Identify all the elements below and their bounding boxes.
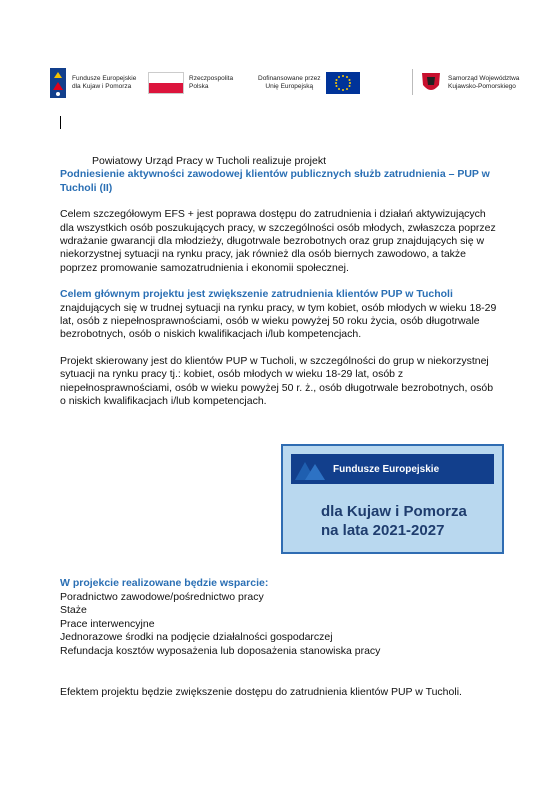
polish-flag-icon (148, 72, 184, 94)
logo-strip (50, 66, 520, 100)
fe-logo-icon (50, 68, 66, 98)
fe-logo (50, 66, 136, 100)
paragraph-effect: Efektem projektu będzie zwiększenie dostępu do zatrudnienia klientów PUP w Tucholi. (60, 685, 462, 698)
document-body (60, 155, 500, 409)
support-heading: W projekcie realizowane będzie wsparcie: (60, 577, 269, 589)
rp-logo (148, 66, 233, 100)
project-title: Podniesienie aktywności zawodowej klientów publicznych służb zatrudnienia – PUP w Tucholi (II) (60, 168, 490, 194)
goal-heading: Celem głównym projektu jest zwiększenie zatrudnienia klientów PUP w Tucholi (60, 288, 453, 301)
paragraph-target: Projekt skierowany jest do klientów PUP w Tucholi, w szczególności do grup w niekorzystnej sytuacji na rynku pracy tj.: kobiet, osób młodych w wieku 18-29 lat, osób z niepełnosprawnościami, osób w wieku powyżej 50 r. ż., osób długotrwale bezrobotnych, osób o niskich kwalifikacjach i/lub kompetencjach. (60, 354, 494, 408)
sw-logo-line2: Kujawsko-Pomorskiego (448, 83, 516, 90)
eu-flag-icon (326, 72, 360, 94)
fe-banner (281, 444, 504, 554)
sw-logo (420, 66, 519, 100)
support-section (60, 577, 500, 699)
fe-logo-line2: dla Kujaw i Pomorza (72, 83, 132, 90)
list-item: Staże (60, 604, 87, 617)
goal-text: znajdujących się w trudnej sytuacji na rynku pracy, w tym kobiet, osób młodych w wieku 18-29 lat, osób z niepełnosprawnościami, osób w wieku powyżej 50 roku życia, osób długotrwale bezrobotnych, osób o niskich kwalifikacjach i/lub kompetencjach. (60, 301, 497, 341)
banner-stars-icon (291, 454, 331, 484)
list-item: Prace interwencyjne (60, 617, 155, 630)
intro-line: Powiatowy Urząd Pracy w Tucholi realizuje projekt (92, 155, 327, 167)
banner-top-bar (291, 454, 494, 484)
eu-logo (258, 66, 360, 100)
rp-logo-line2: Polska (189, 83, 209, 90)
banner-line1: dla Kujaw i Pomorza (321, 503, 467, 520)
banner-top-label: Fundusze Europejskie (333, 463, 440, 475)
eu-logo-line1: Dofinansowane przez (258, 75, 321, 82)
eu-logo-line2: Unię Europejską (265, 83, 314, 90)
list-item: Poradnictwo zawodowe/pośrednictwo pracy (60, 590, 264, 603)
banner-line2: na lata 2021-2027 (321, 522, 445, 539)
paragraph-goal (60, 288, 500, 342)
paragraph-efs: Celem szczegółowym EFS + jest poprawa dostępu do zatrudnienia i działań aktywizujących dla wszystkich osób poszukujących pracy, w szczególności osób młodych, zwłaszcza poprzez wdrażanie gwarancji dla młodzieży, długotrwale bezrobotnych oraz grup znajdujących się w niekorzystnej sytuacji na rynku pracy, jak również dla osób biernych zawodowo, a także poprzez promowanie samozatrudnienia i ekonomii społecznej. (60, 208, 496, 274)
text-cursor (60, 116, 61, 129)
rp-logo-line1: Rzeczpospolita (189, 75, 234, 82)
fe-logo-line1: Fundusze Europejskie (72, 75, 137, 82)
list-item: Jednorazowe środki na podjęcie działalności gospodarczej (60, 631, 333, 644)
logo-separator (412, 69, 413, 95)
sw-logo-line1: Samorząd Województwa (448, 75, 520, 82)
list-item: Refundacja kosztów wyposażenia lub doposażenia stanowiska pracy (60, 644, 381, 657)
voivodeship-crest-icon (420, 69, 442, 97)
